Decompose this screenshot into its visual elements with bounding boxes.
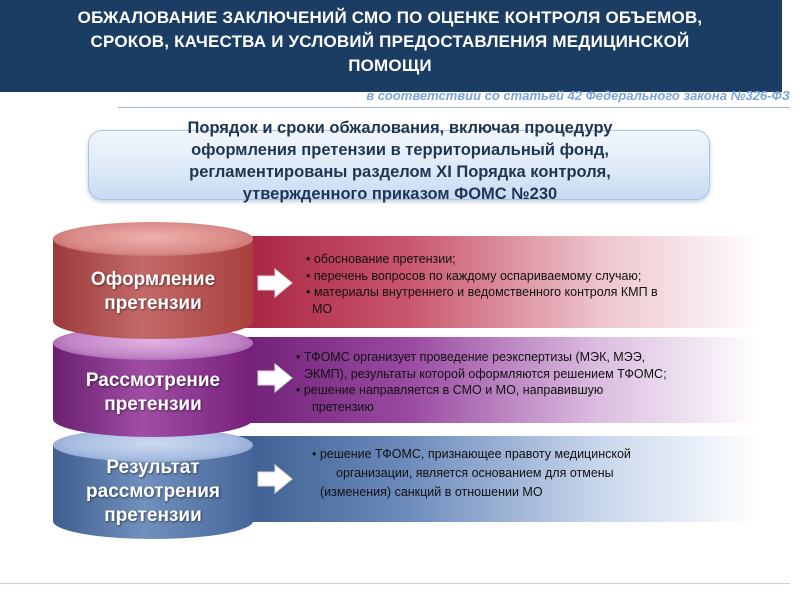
bullet-line: претензию bbox=[312, 399, 374, 414]
bullet-line: организации, является основанием для отмены bbox=[336, 466, 614, 480]
stage-title-line: претензии bbox=[104, 394, 202, 415]
stage-title-line: претензии bbox=[104, 505, 202, 526]
bullet-line: • ТФОМС организует проведение реэкспертизы (МЭК, МЭЭ, bbox=[296, 350, 646, 364]
right-arrow-icon bbox=[257, 268, 293, 298]
bullet-line: МО bbox=[312, 301, 333, 316]
bullet-line: • решение ТФОМС, признающее правоту медицинской bbox=[312, 447, 631, 461]
intro-text bbox=[110, 117, 690, 205]
intro-line: регламентированы разделом XI Порядка контроля, bbox=[189, 163, 611, 181]
page-subtitle: в соответствии со статьей 42 Федерального закона №326-ФЗ bbox=[366, 88, 790, 103]
cylinder-top bbox=[53, 222, 253, 256]
stage-2-bullets bbox=[296, 349, 667, 415]
bullet-line: • перечень вопросов по каждому оспариваемому случаю; bbox=[306, 268, 642, 283]
divider bbox=[118, 107, 790, 108]
right-arrow-icon bbox=[257, 363, 293, 393]
title-line: ОБЖАЛОВАНИЕ ЗАКЛЮЧЕНИЙ СМО ПО ОЦЕНКЕ КОНТРОЛЯ ОБЪЕМОВ, bbox=[77, 8, 703, 27]
stage-title-line: рассмотрения bbox=[86, 481, 220, 502]
intro-line: утвержденного приказом ФОМС №230 bbox=[242, 185, 558, 203]
title-line: СРОКОВ, КАЧЕСТВА И УСЛОВИЙ ПРЕДОСТАВЛЕНИЯ МЕДИЦИНСКОЙ bbox=[90, 32, 690, 51]
bottom-divider bbox=[0, 583, 790, 584]
title-line: ПОМОЩИ bbox=[348, 56, 432, 75]
bullet-line: • обоснование претензии; bbox=[306, 252, 456, 266]
intro-line: Порядок и сроки обжалования, включая процедуру bbox=[187, 119, 613, 137]
stage-3-title bbox=[53, 456, 253, 528]
bullet-line: (изменения) санкций в отношении МО bbox=[320, 485, 543, 499]
stage-3-bullets bbox=[312, 445, 631, 502]
intro-line: оформления претензии в территориальный фонд, bbox=[191, 141, 609, 159]
bullet-line: ЭКМП), результаты которой оформляются решением ТФОМС; bbox=[304, 366, 667, 381]
bullet-line: • решение направляется в СМО и МО, направившую bbox=[296, 383, 604, 397]
stage-2-title bbox=[53, 369, 253, 417]
stage-title-line: Результат bbox=[106, 457, 200, 478]
stage-title-line: Рассмотрение bbox=[85, 370, 221, 391]
stage-1-bullets bbox=[306, 251, 658, 317]
right-arrow-icon bbox=[257, 464, 293, 494]
stage-title-line: претензии bbox=[104, 293, 202, 314]
stage-1-title bbox=[53, 268, 253, 316]
bullet-line: • материалы внутреннего и ведомственного контроля КМП в bbox=[306, 285, 658, 299]
page-title bbox=[20, 6, 760, 78]
stage-title-line: Оформление bbox=[90, 269, 216, 290]
